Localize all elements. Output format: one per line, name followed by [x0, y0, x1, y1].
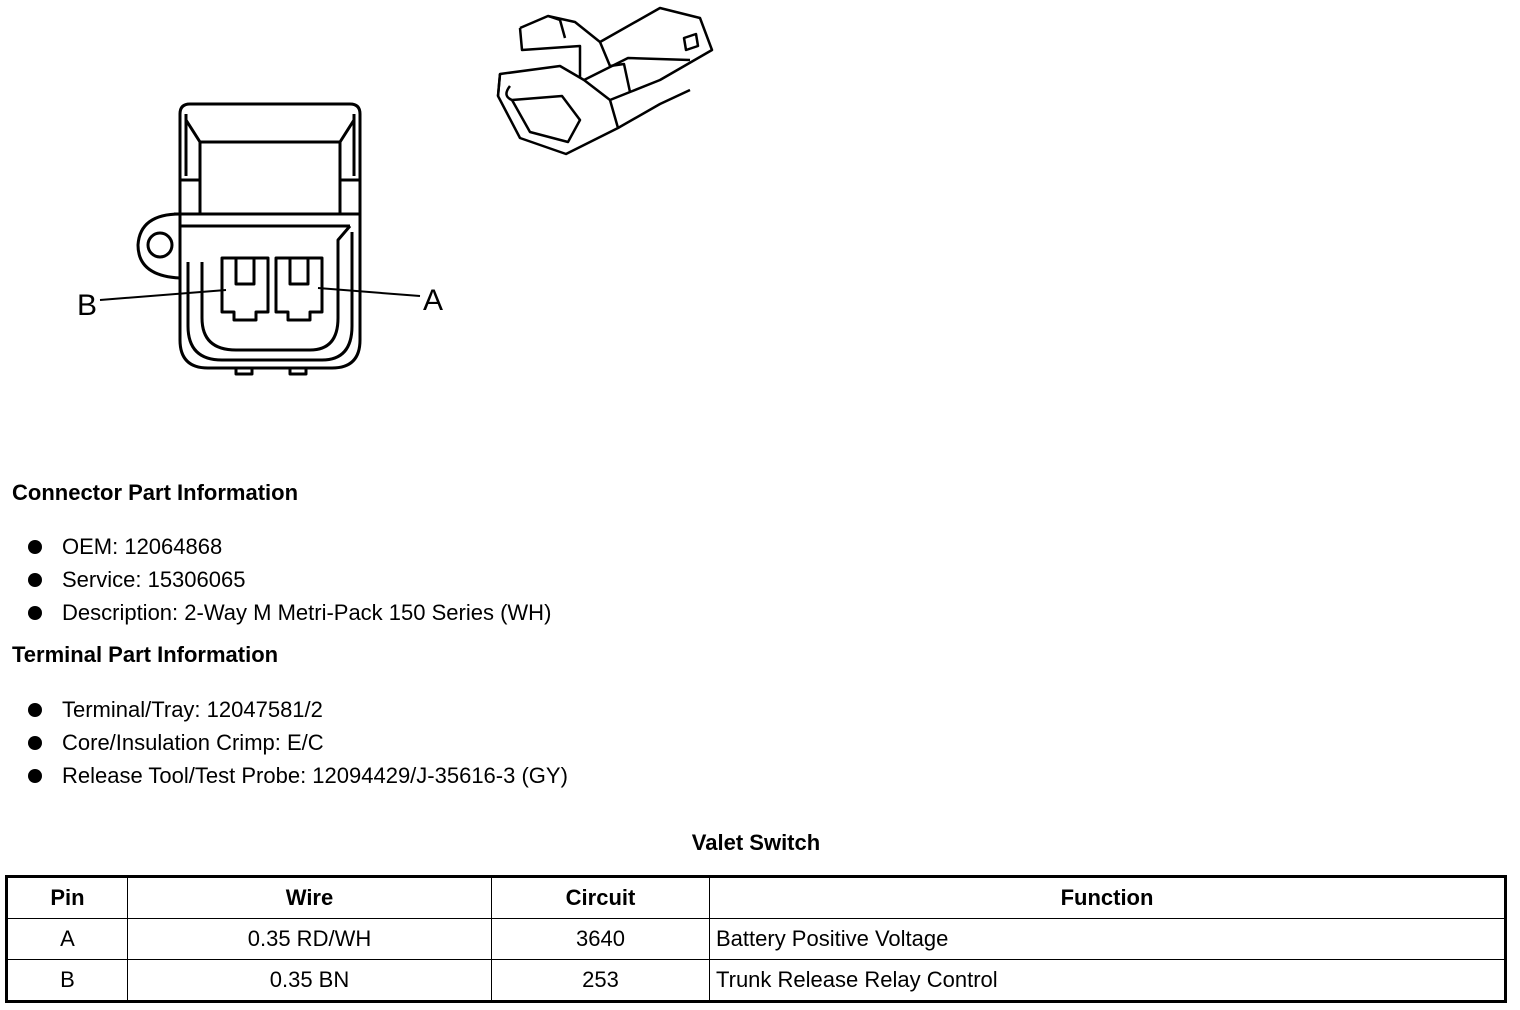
bullet-icon [28, 703, 42, 717]
list-item [28, 726, 568, 759]
table-row [7, 919, 1506, 960]
cell-circuit: 253 [492, 960, 710, 1002]
connector-isometric-view [498, 8, 712, 154]
connector-info-list [28, 530, 551, 629]
pin-a-label: A [423, 284, 444, 317]
list-item [28, 596, 551, 629]
connector-service: Service: 15306065 [62, 567, 246, 592]
header-wire: Wire [128, 877, 492, 919]
table-title: Valet Switch [691, 830, 821, 855]
cell-function: Battery Positive Voltage [710, 919, 1506, 960]
header-circuit: Circuit [492, 877, 710, 919]
terminal-release-tool: Release Tool/Test Probe: 12094429/J-35616-3 (GY) [62, 763, 568, 788]
pin-a-leader [318, 288, 420, 296]
cell-pin: B [7, 960, 128, 1002]
list-item [28, 563, 551, 596]
list-item [28, 759, 568, 792]
cell-wire: 0.35 BN [128, 960, 492, 1002]
bullet-icon [28, 606, 42, 620]
list-item [28, 693, 568, 726]
header-function: Function [710, 877, 1506, 919]
bullet-icon [28, 769, 42, 783]
terminal-info-list [28, 693, 568, 792]
cell-pin: A [7, 919, 128, 960]
pin-b-leader [100, 290, 226, 300]
connector-description: Description: 2-Way M Metri-Pack 150 Series (WH) [62, 600, 552, 625]
pin-b-label: B [77, 289, 98, 322]
terminal-info-heading: Terminal Part Information [12, 642, 279, 667]
terminal-crimp: Core/Insulation Crimp: E/C [62, 730, 324, 755]
cell-wire: 0.35 RD/WH [128, 919, 492, 960]
connector-illustration [0, 0, 760, 400]
table-header-row [7, 877, 1506, 919]
table-row [7, 960, 1506, 1002]
connector-oem: OEM: 12064868 [62, 534, 223, 559]
bullet-icon [28, 736, 42, 750]
bullet-icon [28, 540, 42, 554]
terminal-tray: Terminal/Tray: 12047581/2 [62, 697, 323, 722]
bullet-icon [28, 573, 42, 587]
pin-table [5, 875, 1507, 1003]
connector-face-view [138, 104, 360, 374]
header-pin: Pin [7, 877, 128, 919]
list-item [28, 530, 551, 563]
cell-function: Trunk Release Relay Control [710, 960, 1506, 1002]
cell-circuit: 3640 [492, 919, 710, 960]
connector-info-heading: Connector Part Information [12, 480, 299, 505]
